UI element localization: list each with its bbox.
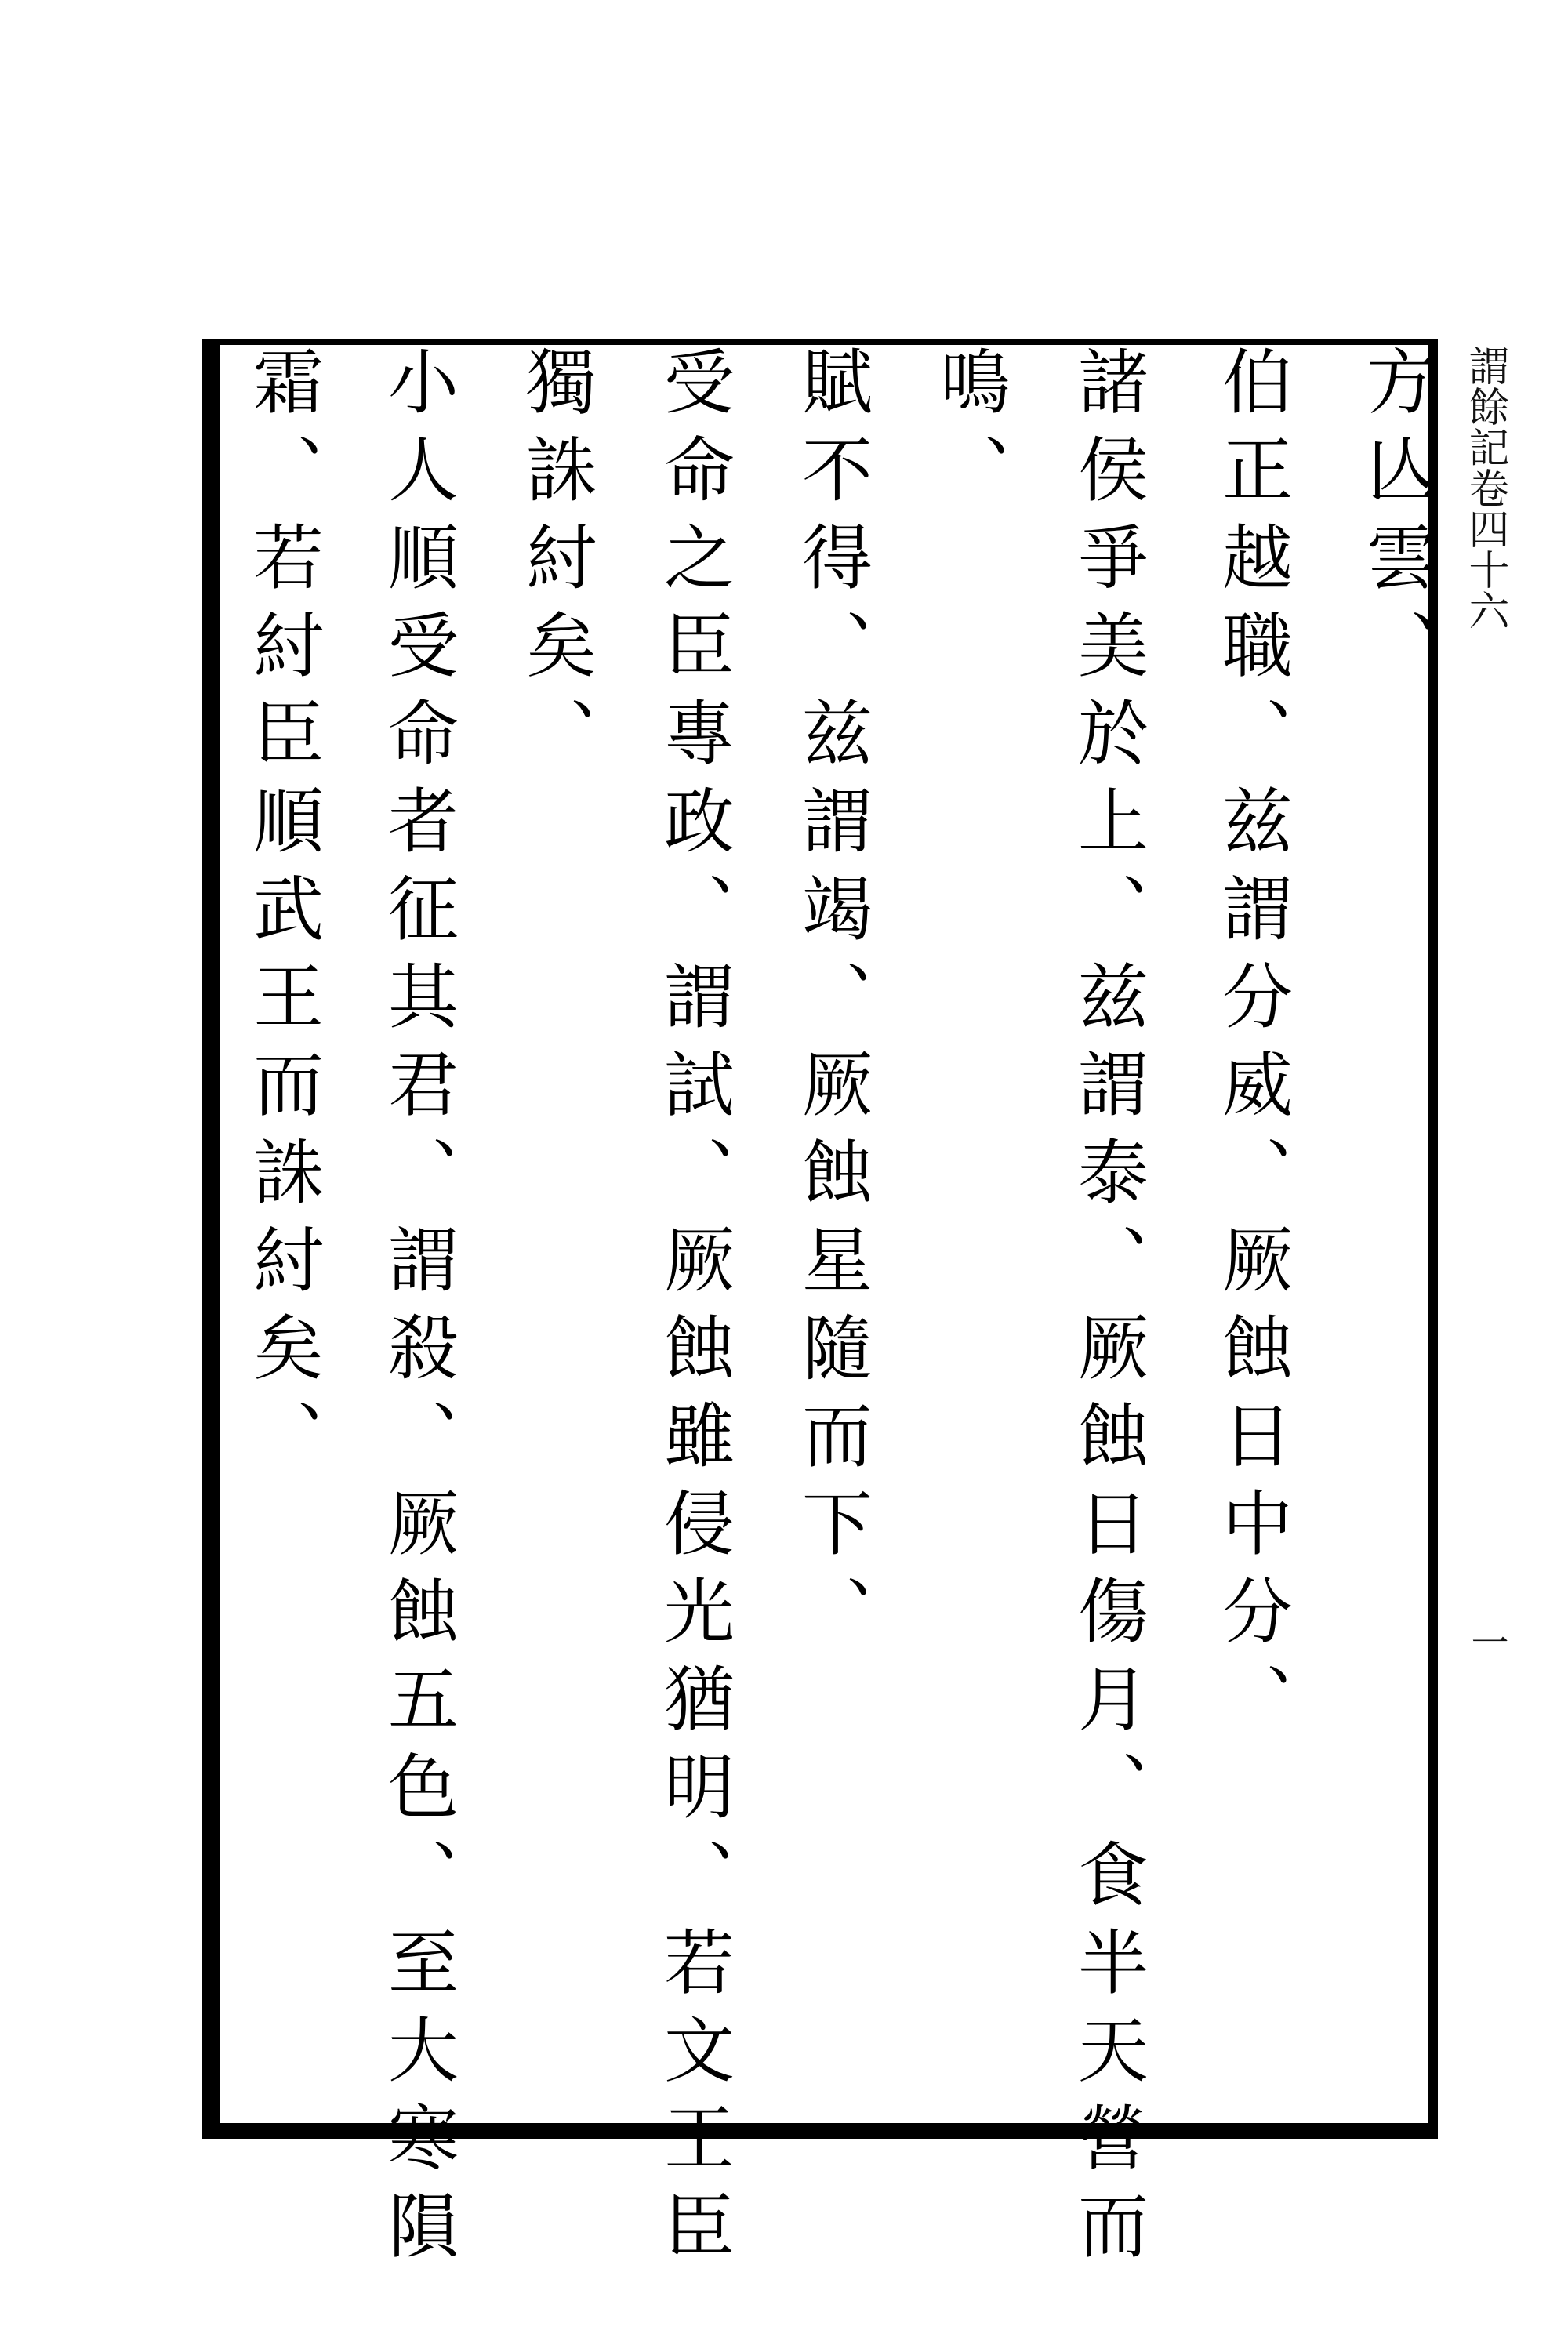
text-column-8: 小人順受命者征其君、謂殺、厥蝕五色、至大寒隕	[376, 345, 458, 2277]
text-column-1: 方亾雲、	[1354, 345, 1436, 696]
text-column-9: 霜、若紂臣順武王而誅紂矣、	[241, 345, 323, 1486]
text-column-7: 獨誅紂矣、	[514, 345, 596, 784]
text-column-4: 鳴、	[927, 345, 1010, 521]
text-column-3: 諸侯爭美於上、兹謂泰、厥蝕日傷月、食半天營而	[1065, 345, 1148, 2277]
folio-number: 一	[1465, 1623, 1508, 1661]
text-column-6: 受命之臣專政、謂試、厥蝕雖侵光猶明、若文王臣	[652, 345, 734, 2277]
margin-title: 謂餘記卷四十六	[1461, 345, 1508, 630]
text-column-5: 賦不得、兹謂竭、厥蝕星隨而下、	[789, 345, 872, 1662]
text-column-2: 伯正越職、兹謂分威、厥蝕日中分、	[1210, 345, 1292, 1750]
